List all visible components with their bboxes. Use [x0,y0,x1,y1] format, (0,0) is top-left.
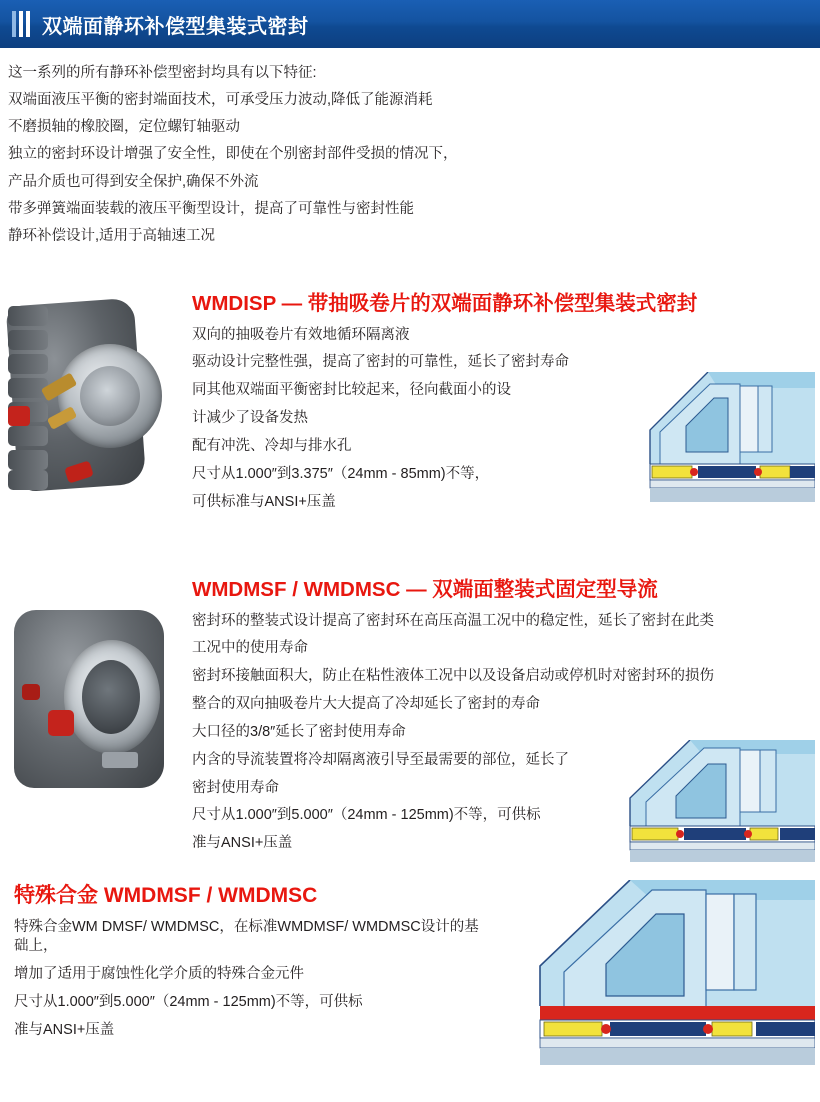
body-line: 尺寸从1.000″到5.000″（24mm - 125mm)不等，可供标 [192,807,541,824]
section-body [14,918,484,1039]
body-line: 尺寸从1.000″到5.000″（24mm - 125mm)不等，可供标 [14,993,363,1010]
body-line: 密封环的整装式设计提高了密封环在高压高温工况中的稳定性，延长了密封在此类 [192,612,714,629]
intro-line: 带多弹簧端面装载的液压平衡型设计，提高了可靠性与密封性能 [8,200,414,217]
body-line: 工况中的使用寿命 [192,640,308,657]
body-line: 计减少了设备发热 [192,410,308,427]
body-line: 整合的双向抽吸卷片大大提高了冷却延长了密封的寿命 [192,696,540,713]
wmdmsf-product-photo [6,598,176,803]
intro-line: 产品介质也可得到安全保护,确保不外流 [8,173,259,190]
body-line: 特殊合金WM DMSF/ WMDMSC，在标准WMDMSF/ WMDMSC设计的基础上， [14,919,479,954]
body-line: 密封使用寿命 [192,779,279,796]
special-alloy-cross-section-drawing [500,880,815,1065]
body-line: 大口径的3/8″延长了密封使用寿命 [192,723,406,740]
intro-block [8,64,708,254]
intro-line: 不磨损轴的橡胶圈，定位螺钉轴驱动 [8,119,240,136]
body-line: 同其他双端面平衡密封比较起来，径向截面小的设 [192,382,511,399]
body-line: 尺寸从1.000″到3.375″（24mm - 85mm)不等， [192,465,490,482]
page-header [0,0,820,48]
body-line: 可供标准与ANSI+压盖 [192,493,336,510]
intro-line: 静环补偿设计,适用于高轴速工况 [8,227,216,244]
page-title: 双端面静环补偿型集装式密封 [42,15,309,38]
intro-line: 双端面液压平衡的密封端面技术，可承受压力波动,降低了能源消耗 [8,92,433,109]
section-title: 特殊合金 WMDMSF / WMDMSC [14,884,318,907]
section-title: WMDMSF / WMDMSC — 双端面整装式固定型导流 [192,578,658,601]
section-body [192,326,592,512]
body-line: 内含的导流装置将冷却隔离液引导至最需要的部位，延长了 [192,751,569,768]
vertical-bars-icon [12,11,30,37]
intro-line: 这一系列的所有静环补偿型密封均具有以下特征: [8,65,317,81]
body-line: 密封环接触面积大，防止在粘性液体工况中以及设备启动或停机时对密封环的损伤 [192,668,714,685]
section-title: WMDISP — 带抽吸卷片的双端面静环补偿型集装式密封 [192,292,698,315]
wmdisp-product-photo [6,288,176,503]
body-line: 准与ANSI+压盖 [192,835,293,852]
wmdisp-cross-section-drawing [590,372,815,504]
section-special-alloy [14,884,484,1048]
intro-line: 独立的密封环设计增强了安全性，即使在个别密封部件受损的情况下， [8,146,458,163]
wmdmsf-cross-section-drawing [600,740,815,862]
body-line: 双向的抽吸卷片有效地循环隔离液 [192,326,410,343]
body-line: 准与ANSI+压盖 [14,1021,115,1038]
body-line: 驱动设计完整性强，提高了密封的可靠性，延长了密封寿命 [192,354,569,371]
body-line: 配有冲洗、冷却与排水孔 [192,437,352,454]
body-line: 增加了适用于腐蚀性化学介质的特殊合金元件 [14,965,304,982]
